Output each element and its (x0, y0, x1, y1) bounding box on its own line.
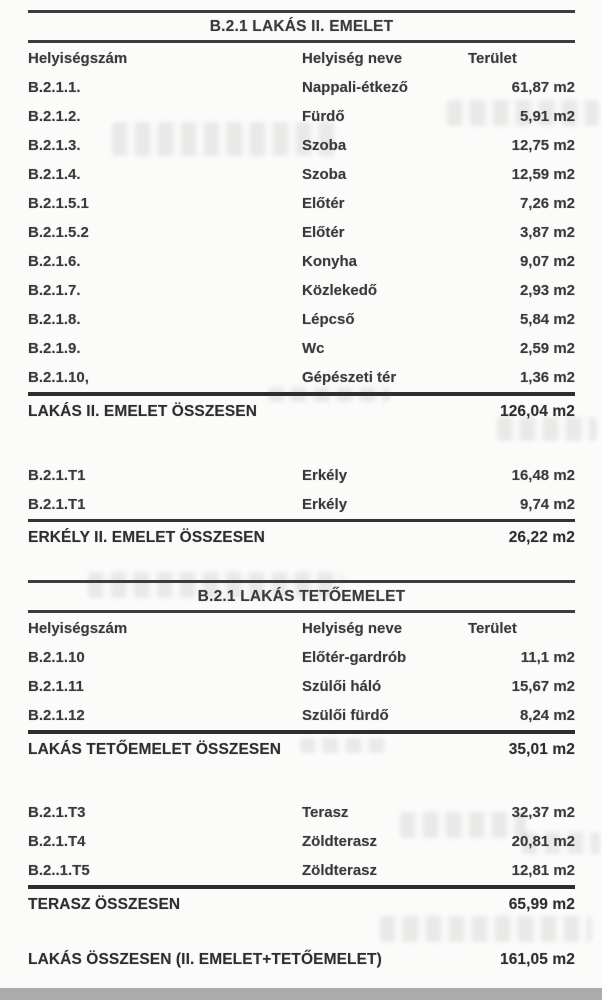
total-area: 35,01 m2 (508, 740, 575, 758)
room-area: 12,75 m2 (511, 137, 575, 154)
room-name: Terasz (302, 804, 349, 821)
table-row (28, 490, 575, 519)
section-title: B.2.1 LAKÁS TETŐEMELET (197, 587, 406, 605)
room-name: Erkély (302, 496, 348, 513)
table-header (28, 43, 575, 73)
room-area: 1,36 m2 (519, 369, 575, 386)
room-area: 16,48 m2 (511, 467, 575, 484)
room-name: Zöldterasz (302, 833, 378, 850)
table-row (28, 643, 575, 672)
header-room-number: Helyiségszám (28, 619, 128, 637)
room-area: 9,07 m2 (519, 253, 575, 270)
room-name: Gépészeti tér (302, 369, 397, 386)
area-table (28, 10, 575, 975)
room-area: 20,81 m2 (511, 833, 575, 850)
grand-total-label: LAKÁS ÖSSZESEN (II. EMELET+TETŐEMELET) (28, 950, 382, 968)
room-number: B.2..1.T5 (28, 862, 90, 879)
room-number: B.2.1.10 (28, 649, 85, 666)
section-title: B.2.1 LAKÁS II. EMELET (209, 17, 394, 35)
room-name: Szoba (302, 166, 347, 183)
room-name: Előtér-gardrób (302, 649, 407, 666)
room-name: Erkély (302, 467, 348, 484)
room-area: 12,59 m2 (511, 166, 575, 183)
room-number: B.2.1.1. (28, 79, 81, 96)
room-number: B.2.1.5.2 (28, 224, 89, 241)
header-area: Terület (468, 49, 517, 67)
table-row (28, 102, 575, 131)
room-name: Lépcső (302, 311, 355, 328)
room-area: 12,81 m2 (511, 862, 575, 879)
room-number: B.2.1.T3 (28, 804, 86, 821)
section-total-row (28, 734, 575, 765)
spacer (28, 427, 575, 461)
room-area: 32,37 m2 (511, 804, 575, 821)
table-row (28, 247, 575, 276)
table-row (28, 218, 575, 247)
total-area: 26,22 m2 (508, 528, 575, 546)
room-name: Szülői fürdő (302, 707, 389, 724)
total-label: LAKÁS II. EMELET ÖSSZESEN (28, 402, 257, 420)
table-row (28, 334, 575, 363)
room-name: Előtér (302, 195, 345, 212)
table-row (28, 305, 575, 334)
grand-total-area: 161,05 m2 (499, 950, 575, 968)
table-row (28, 827, 575, 856)
room-area: 8,24 m2 (519, 707, 575, 724)
room-number: B.2.1.4. (28, 166, 81, 183)
room-area: 11,1 m2 (520, 649, 575, 666)
table-row (28, 276, 575, 305)
table-row (28, 461, 575, 490)
header-room-name: Helyiség neve (302, 49, 403, 67)
section-total-row (28, 522, 575, 553)
total-area: 126,04 m2 (499, 402, 575, 420)
room-name: Szülői háló (302, 678, 382, 695)
table-row (28, 856, 575, 885)
room-area: 2,93 m2 (519, 282, 575, 299)
table-row (28, 672, 575, 701)
room-area: 2,59 m2 (519, 340, 575, 357)
total-label: LAKÁS TETŐEMELET ÖSSZESEN (28, 740, 282, 758)
spacer (28, 765, 575, 798)
table-row (28, 131, 575, 160)
table-row (28, 701, 575, 730)
section-total-row (28, 889, 575, 920)
room-area: 61,87 m2 (511, 79, 575, 96)
total-area: 65,99 m2 (508, 895, 575, 913)
room-area: 9,74 m2 (519, 496, 575, 513)
table-row (28, 73, 575, 102)
total-label: ERKÉLY II. EMELET ÖSSZESEN (28, 528, 265, 546)
bottom-edge-band (0, 988, 602, 1000)
room-name: Előtér (302, 224, 345, 241)
room-number: B.2.1.T4 (28, 833, 86, 850)
room-name: Szoba (302, 137, 347, 154)
room-area: 15,67 m2 (511, 678, 575, 695)
header-room-number: Helyiségszám (28, 49, 128, 67)
room-number: B.2.1.10, (28, 369, 89, 386)
total-label: TERASZ ÖSSZESEN (28, 895, 181, 913)
table-row (28, 189, 575, 218)
room-area: 5,91 m2 (519, 108, 575, 125)
room-number: B.2.1.T1 (28, 467, 86, 484)
room-number: B.2.1.6. (28, 253, 81, 270)
room-number: B.2.1.11 (28, 678, 84, 695)
grand-total-row (28, 944, 575, 975)
room-area: 3,87 m2 (519, 224, 575, 241)
table-header (28, 613, 575, 643)
room-number: B.2.1.T1 (28, 496, 86, 513)
section-total-row (28, 396, 575, 427)
table-row (28, 798, 575, 827)
table-row (28, 363, 575, 392)
room-name: Konyha (302, 253, 358, 270)
room-name: Közlekedő (302, 282, 378, 299)
room-number: B.2.1.2. (28, 108, 81, 125)
room-name: Nappali-étkező (302, 79, 408, 96)
room-name: Fürdő (302, 108, 345, 125)
room-number: B.2.1.5.1 (28, 195, 89, 212)
room-number: B.2.1.8. (28, 311, 81, 328)
room-name: Wc (302, 340, 325, 357)
room-number: B.2.1.3. (28, 137, 81, 154)
room-number: B.2.1.7. (28, 282, 81, 299)
room-area: 7,26 m2 (519, 195, 575, 212)
spacer (28, 920, 575, 944)
table-row (28, 160, 575, 189)
header-room-name: Helyiség neve (302, 619, 403, 637)
room-number: B.2.1.9. (28, 340, 81, 357)
room-name: Zöldterasz (302, 862, 378, 879)
room-area: 5,84 m2 (519, 311, 575, 328)
spacer (28, 553, 575, 580)
room-number: B.2.1.12 (28, 707, 85, 724)
header-area: Terület (468, 619, 517, 637)
